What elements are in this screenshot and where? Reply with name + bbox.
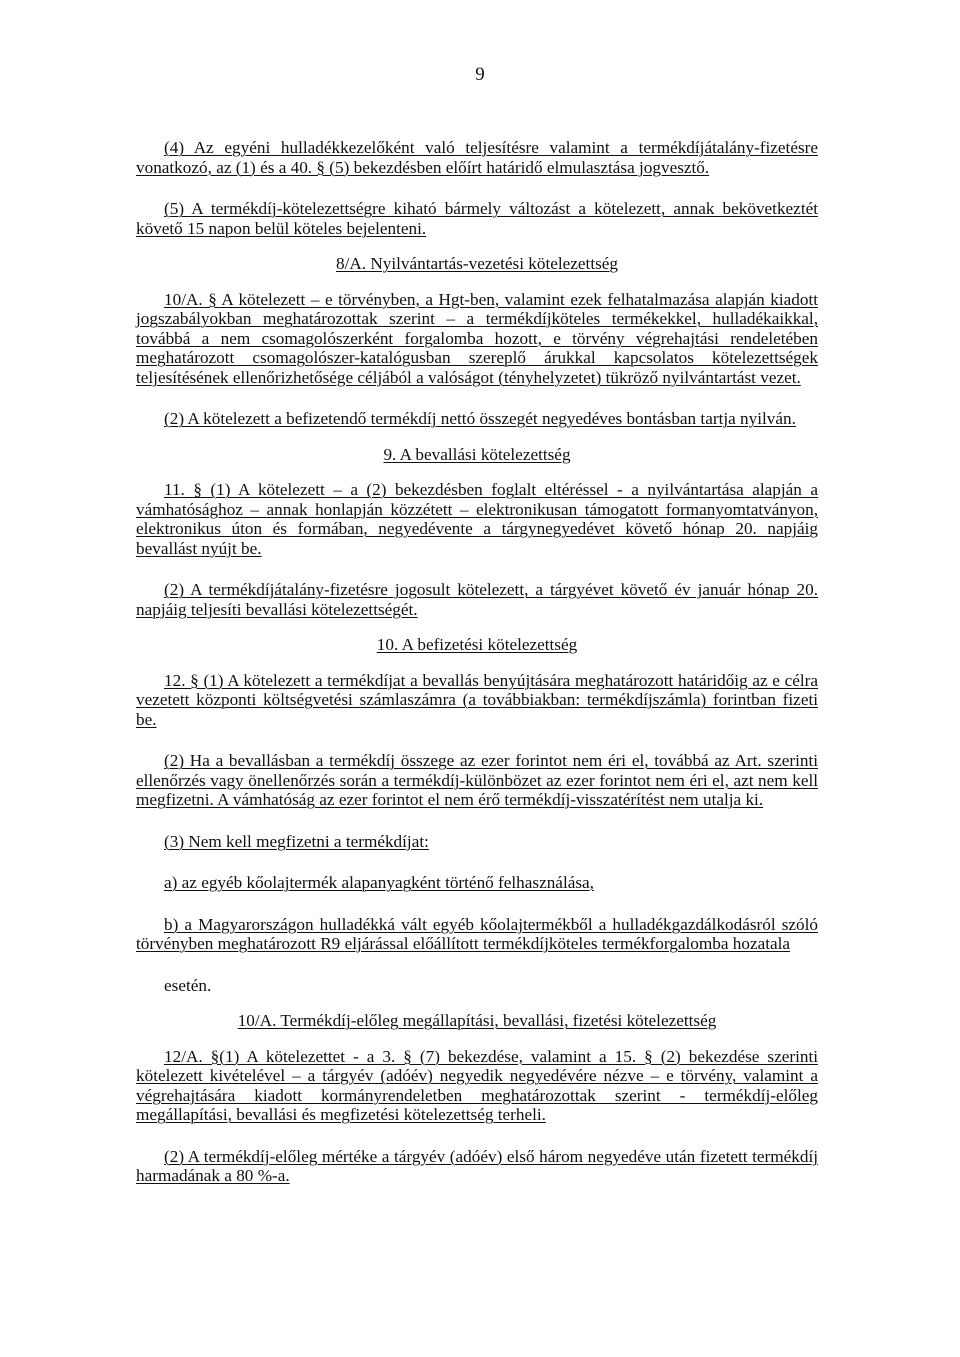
- paragraph-10a-records: 10/A. § A kötelezett – e törvényben, a Hgt-ben, valamint ezek felhatalmazása alapján kiadott jogszabályokban meghatározottak szerint – a termékdíjköteles termékekkel, hulladékaikkal, továbbá a nem csomagolószerként forgalomba hozott, e törvény végrehajtási rendeletében meghatározott csomagolószer-katalógusban szereplő árukkal kapcsolatos kötelezettségek teljesítésének ellenőrizhetősége céljából a valóságot (tényhelyzetet) tükröző nyilvántartást vezet.: [136, 289, 818, 387]
- paragraph-12a-2-rate: (2) A termékdíj-előleg mértéke a tárgyév (adóév) első három negyedéve után fizetett termékdíj harmadának a 80 %-a.: [136, 1146, 818, 1185]
- paragraph-10a-2-net-amount: (2) A kötelezett a befizetendő termékdíj nettó összegét negyedéves bontásban tartja nyilván.: [164, 409, 796, 428]
- section-heading-10a: 10/A. Termékdíj-előleg megállapítási, bevallási, fizetési kötelezettség: [237, 1011, 717, 1030]
- paragraph-12a-1-advance: 12/A. §(1) A kötelezettet - a 3. § (7) bekezdése, valamint a 15. § (2) bekezdése szerinti kötelezett kivételével – a tárgyév (adóév) negyedik negyedévére nézve – e törvény, valamint a végrehajtására kiadott kormányrendeletben meghatározottak szerint - termékdíj-előleg megállapítási, bevallási és megfizetési kötelezettség terheli.: [136, 1046, 818, 1124]
- document-body: [136, 138, 818, 1186]
- section-heading-9: 9. A bevallási kötelezettség: [383, 444, 571, 464]
- section-heading-8a: 8/A. Nyilvántartás-vezetési kötelezettség: [335, 254, 619, 273]
- section-heading-10: 10. A befizetési kötelezettség: [376, 635, 578, 654]
- paragraph-5-change-report: (5) A termékdíj-kötelezettségre kiható bármely változást a kötelezett, annak bekövetkeztét követő 15 napon belül köteles bejelenteni.: [136, 199, 818, 238]
- paragraph-11-2-lump-sum: (2) A termékdíjátalány-fizetésre jogosult kötelezett, a tárgyévet követő év január hónap 20. napjáig teljesíti bevallási kötelezettségét.: [136, 580, 818, 619]
- list-item-a: a) az egyéb kőolajtermék alapanyagként történő felhasználása,: [164, 873, 594, 892]
- paragraph-12-1-payment: 12. § (1) A kötelezett a termékdíjat a bevallás benyújtására meghatározott határidőig az e célra vezetett központi költségvetési számlaszámra (a továbbiakban: termékdíjszámla) forintban fizeti be.: [136, 670, 818, 729]
- paragraph-12-3-exemptions: (3) Nem kell megfizetni a termékdíjat:: [164, 831, 429, 851]
- paragraph-12-2-threshold: (2) Ha a bevallásban a termékdíj összege az ezer forintot nem éri el, továbbá az Art. szerinti ellenőrzés vagy önellenőrzés során a termékdíj-különbözet az ezer forintot nem éri el, azt nem kell megfizetni. A vámhatóság az ezer forintot el nem érő termékdíj-visszatérítést nem utalja ki.: [136, 751, 818, 809]
- paragraph-case-closing: esetén.: [164, 975, 212, 995]
- list-item-b: b) a Magyarországon hulladékká vált egyéb kőolajtermékből a hulladékgazdálkodásról szóló törvényben meghatározott R9 eljárással előállított termékdíjköteles termékforgalomba hozatala: [136, 914, 818, 953]
- page-number: 9: [475, 64, 485, 85]
- paragraph-4-deadline: (4) Az egyéni hulladékkezelőként való teljesítésre valamint a termékdíjátalány-fizetésre vonatkozó, az (1) és a 40. § (5) bekezdésben előírt határidő elmulasztása jogvesztő.: [136, 138, 818, 177]
- paragraph-11-1-declaration: 11. § (1) A kötelezett – a (2) bekezdésben foglalt eltéréssel - a nyilvántartása alapján a vámhatósághoz – annak honlapján közzétett – elektronikusan támogatott formanyomtatványon, elektronikus úton és formában, negyedévente a tárgynegyedévet követő hónap 20. napjáig bevallást nyújt be.: [136, 480, 818, 558]
